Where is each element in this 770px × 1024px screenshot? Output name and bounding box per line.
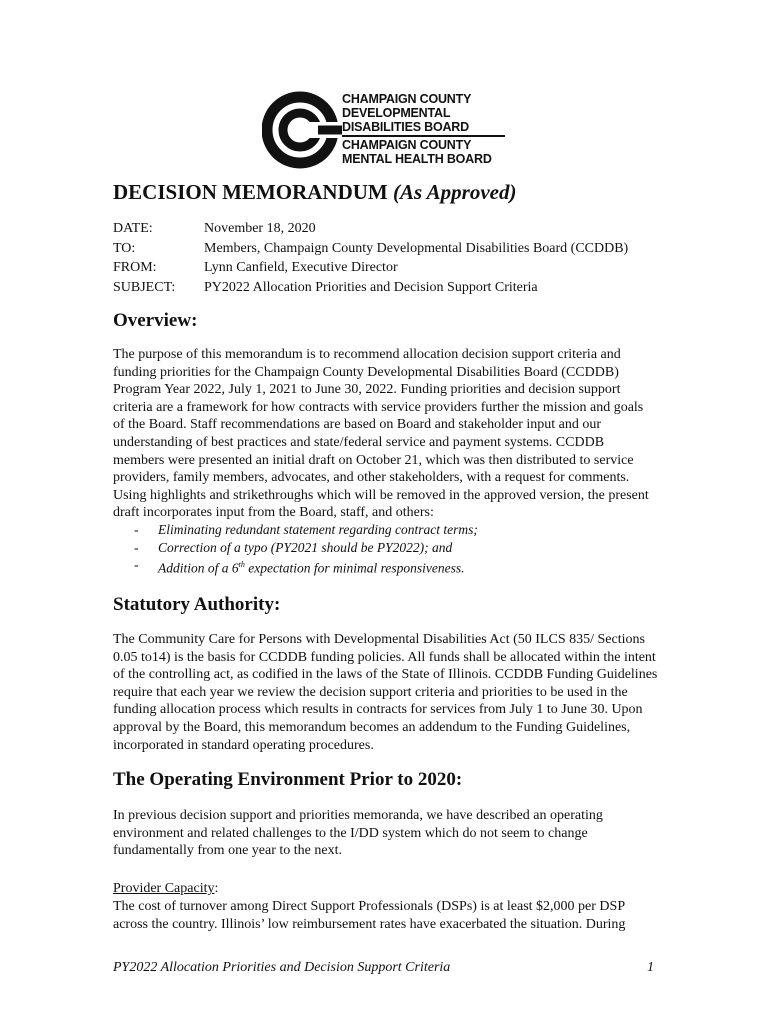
bullet-dash: - — [134, 522, 139, 537]
provider-capacity-body: The cost of turnover among Direct Support Professionals (DSPs) is at least $2,000 per DSP across the country. Illinois’ low reimbursement rates have exacerbated the situation. During — [113, 899, 626, 932]
overview-bullet-list — [134, 521, 478, 577]
field-label: DATE: — [113, 221, 153, 236]
ccddb-logo-mark-icon — [262, 90, 342, 170]
list-item — [134, 539, 478, 557]
bullet-text-end: expectation for minimal responsiveness. — [244, 560, 465, 576]
field-to — [113, 239, 628, 259]
ordinal-suffix: th — [238, 560, 245, 570]
organization-logo — [262, 90, 512, 170]
subheading-colon: : — [214, 881, 219, 896]
logo-wordmark — [342, 92, 505, 166]
list-item — [134, 556, 478, 577]
memo-title-main: DECISION MEMORANDUM — [113, 180, 388, 204]
environment-heading: The Operating Environment Prior to 2020: — [113, 769, 463, 790]
logo-divider — [342, 135, 505, 137]
memo-header-fields — [113, 219, 628, 297]
memo-title-status: (As Approved) — [393, 180, 517, 204]
field-value: Lynn Canfield, Executive Director — [204, 260, 398, 275]
logo-line-4: CHAMPAIGN COUNTY — [342, 138, 472, 152]
statutory-heading: Statutory Authority: — [113, 594, 281, 615]
environment-body: In previous decision support and priorities memoranda, we have described an operating environment and related challenges to the I/DD system which do not seem to change fundamentally from one year to the next. — [113, 808, 603, 859]
bullet-text: Eliminating redundant statement regarding contract terms; — [158, 522, 478, 537]
logo-line-1: CHAMPAIGN COUNTY — [342, 92, 472, 106]
field-value: Members, Champaign County Developmental Disabilities Board (CCDDB) — [204, 240, 629, 256]
overview-heading: Overview: — [113, 310, 198, 331]
bullet-dash: - — [134, 539, 139, 555]
field-label: TO: — [113, 240, 136, 256]
field-label: FROM: — [113, 260, 157, 275]
bullet-text: Correction of a typo (PY2021 should be PY2022); and — [158, 539, 453, 555]
field-value: November 18, 2020 — [204, 221, 316, 236]
logo-line-3: DISABILITIES BOARD — [342, 120, 469, 134]
footer-document-title: PY2022 Allocation Priorities and Decision Support Criteria — [113, 960, 451, 975]
logo-line-5: MENTAL HEALTH BOARD — [342, 152, 492, 166]
footer-page-number: 1 — [647, 960, 654, 975]
field-from — [113, 258, 628, 278]
provider-capacity-subheading — [113, 880, 658, 898]
list-item — [134, 521, 478, 539]
overview-body: The purpose of this memorandum is to recommend allocation decision support criteria and funding priorities for the Champaign County Developmental Disabilities Board (CCDDB) Program Year 2022, July 1, 2021 to June 30, 2022. Funding priorities and decision support criteria are a framework for how contracts with service providers further the mission and goals of the Board. Staff recommendations are based on Board and stakeholder input and our understanding of best practices and state/federal service and payment systems. CCDDB members were presented an initial draft on October 21, which was then distributed to service providers, family members, advocates, and other stakeholders, with a request for comments. Using highlights and strikethroughs which will be removed in the approved version, the present draft incorporates input from the Board, staff, and others: — [113, 347, 649, 521]
field-subject — [113, 278, 628, 298]
field-label: SUBJECT: — [113, 279, 176, 295]
bullet-text-start: Addition of a 6 — [158, 560, 239, 576]
memo-title — [113, 180, 516, 205]
field-value: PY2022 Allocation Priorities and Decision Support Criteria — [204, 279, 538, 295]
statutory-body: The Community Care for Persons with Developmental Disabilities Act (50 ILCS 835/ Sections 0.05 to14) is the basis for CCDDB funding policies. All funds shall be allocated within the intent of the controlling act, as codified in the laws of the State of Illinois. CCDDB Funding Guidelines require that each year we review the decision support criteria and priorities to be used in the funding allocation process which results in contracts for services from July 1 to June 30. Upon approval by the Board, this memorandum becomes an addendum to the Funding Guidelines, incorporated in standard operating procedures. — [113, 632, 658, 753]
logo-line-2: DEVELOPMENTAL — [342, 106, 451, 120]
field-date — [113, 219, 628, 239]
subheading-text: Provider Capacity — [113, 881, 215, 896]
bullet-text — [158, 556, 464, 577]
bullet-dash: - — [134, 557, 139, 573]
